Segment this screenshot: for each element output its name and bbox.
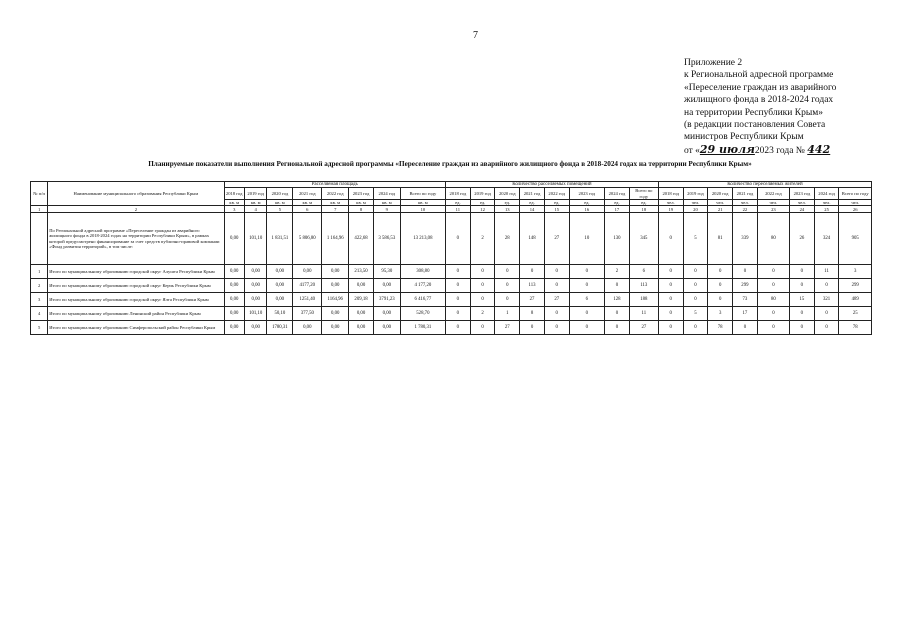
value-cell: 0 (520, 321, 545, 335)
value-cell: 0 (757, 265, 789, 279)
row-number-cell: 4 (31, 307, 48, 321)
header-unit-cell: кв. м (373, 199, 400, 205)
appendix-line: министров Республики Крым (684, 132, 804, 143)
header-num: № п/п (31, 182, 48, 206)
value-cell: 27 (544, 293, 569, 307)
value-cell: 0 (658, 307, 683, 321)
header-year-cell: 2020 год (267, 188, 293, 200)
value-cell: 0 (683, 293, 708, 307)
row-name-cell: Итого по муниципальному образованию городской округ Ялта Республики Крым (48, 293, 224, 307)
header-year-cell: 2021 год (293, 188, 322, 200)
value-cell: 299 (733, 279, 758, 293)
header-year-cell: 2021 год (520, 188, 545, 200)
value-cell: 78 (839, 321, 872, 335)
value-cell: 78 (708, 321, 733, 335)
value-cell: 1251,40 (293, 293, 322, 307)
value-cell: 0,00 (373, 307, 400, 321)
value-cell: 3 (708, 307, 733, 321)
value-cell: 213,50 (349, 265, 374, 279)
value-cell: 422,68 (349, 213, 374, 265)
value-cell: 0,00 (224, 265, 244, 279)
row-name-cell: Итого по муниципальному образованию Симферопольский район Республики Крым (48, 321, 224, 335)
value-cell: 0,00 (224, 279, 244, 293)
header-year-cell: 2022 год (544, 188, 569, 200)
column-number-cell: 12 (470, 206, 495, 213)
header-unit-cell: кв. м (400, 199, 445, 205)
column-number-cell: 17 (605, 206, 630, 213)
value-cell: 0 (733, 265, 758, 279)
header-year-cell: 2021 год (733, 188, 758, 200)
value-cell: 0,00 (224, 307, 244, 321)
header-unit-cell: чел. (683, 199, 708, 205)
value-cell: 0 (683, 321, 708, 335)
value-cell: 0 (470, 279, 495, 293)
header-unit-cell: ед. (470, 199, 495, 205)
value-cell: 0 (495, 279, 520, 293)
column-number-cell: 22 (733, 206, 758, 213)
row-number-cell: 2 (31, 279, 48, 293)
header-year-cell: 2022 год (322, 188, 349, 200)
value-cell: 0 (658, 213, 683, 265)
value-cell: 0 (544, 321, 569, 335)
value-cell: 13 213,08 (400, 213, 445, 265)
value-cell: 6 (629, 265, 658, 279)
column-number-cell: 11 (446, 206, 471, 213)
value-cell: 0,00 (267, 293, 293, 307)
value-cell: 0 (658, 279, 683, 293)
value-cell: 0 (683, 279, 708, 293)
value-cell: 0,00 (224, 213, 244, 265)
value-cell: 345 (629, 213, 658, 265)
header-unit-cell: кв. м (267, 199, 293, 205)
value-cell: 377,50 (293, 307, 322, 321)
value-cell: 0,00 (244, 279, 267, 293)
value-cell: 0,00 (244, 265, 267, 279)
value-cell: 0 (683, 265, 708, 279)
header-year-cell: 2024 год (605, 188, 630, 200)
value-cell: 4 177,20 (400, 279, 445, 293)
value-cell: 0 (569, 321, 604, 335)
value-cell: 0 (658, 265, 683, 279)
column-number-cell: 16 (569, 206, 604, 213)
value-cell: 0,00 (267, 265, 293, 279)
value-cell: 0 (605, 321, 630, 335)
value-cell: 95,30 (373, 265, 400, 279)
value-cell: 113 (629, 279, 658, 293)
value-cell: 0 (658, 293, 683, 307)
header-unit-cell: чел. (708, 199, 733, 205)
value-cell: 0 (446, 213, 471, 265)
value-cell: 0 (446, 279, 471, 293)
handwritten-date: 29 июля (699, 142, 755, 156)
value-cell: 17 (733, 307, 758, 321)
column-number-cell: 13 (495, 206, 520, 213)
value-cell: 28 (495, 213, 520, 265)
column-number-cell: 6 (293, 206, 322, 213)
value-cell: 0,00 (322, 307, 349, 321)
value-cell: 0 (757, 321, 789, 335)
table-row (31, 279, 872, 293)
value-cell: 0 (814, 321, 839, 335)
value-cell: 3 (839, 265, 872, 279)
row-name-cell: По Региональной адресной программе «Переселение граждан из аварийного жилищного фонда в 2018-2024 годах на территории Республики Крым», в рамках которой предусмотрено финансирование за счет средств публично-правовой компании «Фонд развития территорий», в том числе: (48, 213, 224, 265)
appendix-line: Приложение 2 (684, 58, 743, 68)
header-unit-cell: ед. (446, 199, 471, 205)
header-unit-cell: чел. (839, 199, 872, 205)
value-cell: 5 (683, 307, 708, 321)
column-number-cell: 19 (658, 206, 683, 213)
column-number-cell: 10 (400, 206, 445, 213)
value-cell: 25 (839, 307, 872, 321)
column-number-cell: 21 (708, 206, 733, 213)
column-number-cell: 15 (544, 206, 569, 213)
value-cell: 0,00 (373, 321, 400, 335)
indicators-table-wrap (30, 181, 872, 335)
value-cell: 0 (790, 265, 815, 279)
value-cell: 26 (790, 213, 815, 265)
column-number-cell: 23 (757, 206, 789, 213)
value-cell: 299 (839, 279, 872, 293)
value-cell: 489 (839, 293, 872, 307)
value-cell: 2 (470, 307, 495, 321)
value-cell: 80 (757, 213, 789, 265)
value-cell: 0,00 (349, 307, 374, 321)
value-cell: 11 (629, 307, 658, 321)
value-cell: 1 780,31 (400, 321, 445, 335)
header-group-premises: Количество расселяемых помещений (446, 182, 659, 188)
value-cell: 0,00 (224, 321, 244, 335)
value-cell: 324 (814, 213, 839, 265)
header-name: Наименование муниципального образования Республики Крым (48, 182, 224, 206)
row-number-cell: 5 (31, 321, 48, 335)
header-year-cell: 2018 год (224, 188, 244, 200)
header-unit-cell: кв. м (293, 199, 322, 205)
value-cell: 4177,20 (293, 279, 322, 293)
value-cell: 0,00 (244, 293, 267, 307)
value-cell: 0 (605, 279, 630, 293)
value-cell: 0,00 (244, 321, 267, 335)
page-number: 7 (473, 30, 478, 41)
value-cell: 1 831,51 (267, 213, 293, 265)
header-unit-cell: кв. м (349, 199, 374, 205)
header-year-cell: 2023 год (569, 188, 604, 200)
value-cell: 27 (495, 321, 520, 335)
value-cell: 0 (544, 279, 569, 293)
header-unit-cell: чел. (658, 199, 683, 205)
value-cell: 0 (470, 321, 495, 335)
value-cell: 81 (708, 213, 733, 265)
value-cell: 128 (605, 293, 630, 307)
value-cell: 101,10 (244, 213, 267, 265)
header-year-cell: 2020 год (495, 188, 520, 200)
value-cell: 0,00 (349, 279, 374, 293)
value-cell: 0 (544, 307, 569, 321)
value-cell: 2 (470, 213, 495, 265)
value-cell: 0 (658, 321, 683, 335)
header-year-cell: 2019 год (244, 188, 267, 200)
appendix-line: к Региональной адресной программе (684, 70, 834, 81)
header-year-cell: 2022 год (757, 188, 789, 200)
value-cell: 113 (520, 279, 545, 293)
value-cell: 0 (757, 307, 789, 321)
value-cell: 0 (446, 321, 471, 335)
table-row (31, 321, 872, 335)
header-unit-cell: ед. (495, 199, 520, 205)
value-cell: 3 586,53 (373, 213, 400, 265)
appendix-date-line (684, 144, 894, 157)
row-name-cell: Итого по муниципальному образованию городской округ Алушта Республики Крым (48, 265, 224, 279)
value-cell: 209,18 (349, 293, 374, 307)
value-cell: 0 (790, 321, 815, 335)
value-cell: 10 (569, 213, 604, 265)
appendix-line: (в редакции постановления Совета (684, 120, 826, 131)
value-cell: 0 (733, 321, 758, 335)
header-group-residents: Количество переселяемых жителей (658, 182, 871, 188)
value-cell: 0 (446, 265, 471, 279)
appendix-block (684, 57, 894, 157)
value-cell: 0,00 (293, 321, 322, 335)
column-number-cell: 14 (520, 206, 545, 213)
value-cell: 148 (520, 213, 545, 265)
header-year-cell: 2024 год (373, 188, 400, 200)
column-number-cell: 25 (814, 206, 839, 213)
header-unit-cell: чел. (733, 199, 758, 205)
date-prefix: от « (684, 145, 700, 156)
value-cell: 0 (605, 307, 630, 321)
value-cell: 27 (629, 321, 658, 335)
value-cell: 27 (544, 213, 569, 265)
value-cell: 6 (569, 293, 604, 307)
appendix-line: жилищного фонда в 2018-2024 годах (684, 95, 834, 106)
value-cell: 0,00 (349, 321, 374, 335)
value-cell: 5 (683, 213, 708, 265)
header-year-cell: Всего по году (839, 188, 872, 200)
column-number-cell: 1 (31, 206, 48, 213)
value-cell: 0 (814, 307, 839, 321)
value-cell: 188 (629, 293, 658, 307)
column-number-cell: 9 (373, 206, 400, 213)
column-number-cell: 3 (224, 206, 244, 213)
value-cell: 0 (569, 265, 604, 279)
value-cell: 0 (495, 293, 520, 307)
value-cell: 101,10 (244, 307, 267, 321)
header-unit-cell: ед. (569, 199, 604, 205)
value-cell: 0 (790, 279, 815, 293)
value-cell: 15 (790, 293, 815, 307)
value-cell: 1 (495, 307, 520, 321)
row-name-cell: Итого по муниципальному образованию городской округ Керчь Республики Крым (48, 279, 224, 293)
header-year-cell: 2023 год (349, 188, 374, 200)
value-cell: 0,00 (293, 265, 322, 279)
value-cell: 0 (470, 265, 495, 279)
header-year-cell: 2019 год (470, 188, 495, 200)
header-year-cell: Всего по году (400, 188, 445, 200)
header-year-cell: 2019 год (683, 188, 708, 200)
value-cell: 80 (757, 293, 789, 307)
date-suffix: 2023 года № (754, 145, 805, 156)
table-body (31, 206, 872, 335)
value-cell: 0,00 (322, 321, 349, 335)
column-number-cell: 8 (349, 206, 374, 213)
row-name-cell: Итого по муниципальному образованию Ленинский район Республики Крым (48, 307, 224, 321)
header-unit-cell: чел. (790, 199, 815, 205)
row-number-cell: 3 (31, 293, 48, 307)
header-unit-cell: кв. м (322, 199, 349, 205)
header-group-area: Расселяемая площадь (224, 182, 446, 188)
value-cell: 2 (605, 265, 630, 279)
column-number-cell: 24 (790, 206, 815, 213)
value-cell: 308,80 (400, 265, 445, 279)
column-number-cell: 18 (629, 206, 658, 213)
header-year-cell: 2024 год (814, 188, 839, 200)
value-cell: 0 (814, 279, 839, 293)
header-year-cell: 2020 год (708, 188, 733, 200)
value-cell: 130 (605, 213, 630, 265)
value-cell: 0 (569, 279, 604, 293)
column-numbers-row (31, 206, 872, 213)
header-unit-cell: ед. (520, 199, 545, 205)
header-unit-cell: ед. (629, 199, 658, 205)
value-cell: 11 (814, 265, 839, 279)
header-year-cell: 2018 год (658, 188, 683, 200)
header-unit-cell: чел. (814, 199, 839, 205)
header-unit-cell: ед. (605, 199, 630, 205)
value-cell: 0,00 (322, 279, 349, 293)
table-row (31, 293, 872, 307)
value-cell: 321 (814, 293, 839, 307)
column-number-cell: 26 (839, 206, 872, 213)
header-year-cell: 2023 год (790, 188, 815, 200)
value-cell: 0 (446, 307, 471, 321)
value-cell: 0 (708, 265, 733, 279)
value-cell: 0,00 (322, 265, 349, 279)
value-cell: 905 (839, 213, 872, 265)
value-cell: 339 (733, 213, 758, 265)
value-cell: 0 (446, 293, 471, 307)
value-cell: 73 (733, 293, 758, 307)
value-cell: 0,00 (267, 279, 293, 293)
column-number-cell: 4 (244, 206, 267, 213)
value-cell: 528,70 (400, 307, 445, 321)
value-cell: 0,00 (224, 293, 244, 307)
value-cell: 0 (790, 307, 815, 321)
value-cell: 5 806,80 (293, 213, 322, 265)
header-unit-cell: кв. м (244, 199, 267, 205)
value-cell: 0 (544, 265, 569, 279)
value-cell: 0 (708, 293, 733, 307)
row-number-cell (31, 213, 48, 265)
header-unit-cell: ед. (544, 199, 569, 205)
appendix-line: на территории Республики Крым» (684, 107, 823, 118)
header-year-cell: Всего по году (629, 188, 658, 200)
document-title: Планируемые показатели выполнения Региональной адресной программы «Переселение граждан из аварийного жилищного фонда в 2018-2024 годах на территории Республики Крым» (148, 160, 752, 168)
column-number-cell: 7 (322, 206, 349, 213)
value-cell: 0 (757, 279, 789, 293)
header-unit-cell: чел. (757, 199, 789, 205)
value-cell: 0 (495, 265, 520, 279)
value-cell: 3791,23 (373, 293, 400, 307)
value-cell: 50,10 (267, 307, 293, 321)
value-cell: 0,00 (373, 279, 400, 293)
column-number-cell: 2 (48, 206, 224, 213)
header-year-cell: 2018 год (446, 188, 471, 200)
table-row (31, 213, 872, 265)
value-cell: 1 164,96 (322, 213, 349, 265)
handwritten-number: 442 (807, 142, 831, 156)
column-number-cell: 20 (683, 206, 708, 213)
value-cell: 1780,31 (267, 321, 293, 335)
indicators-table (30, 181, 872, 335)
value-cell: 0 (520, 265, 545, 279)
row-number-cell: 1 (31, 265, 48, 279)
value-cell: 6 416,77 (400, 293, 445, 307)
header-unit-cell: кв. м (224, 199, 244, 205)
appendix-line: «Переселение граждан из аварийного (684, 82, 837, 93)
column-number-cell: 5 (267, 206, 293, 213)
value-cell: 1164,96 (322, 293, 349, 307)
value-cell: 0 (708, 279, 733, 293)
value-cell: 0 (569, 307, 604, 321)
value-cell: 27 (520, 293, 545, 307)
table-row (31, 307, 872, 321)
value-cell: 8 (520, 307, 545, 321)
value-cell: 0 (470, 293, 495, 307)
table-row (31, 265, 872, 279)
